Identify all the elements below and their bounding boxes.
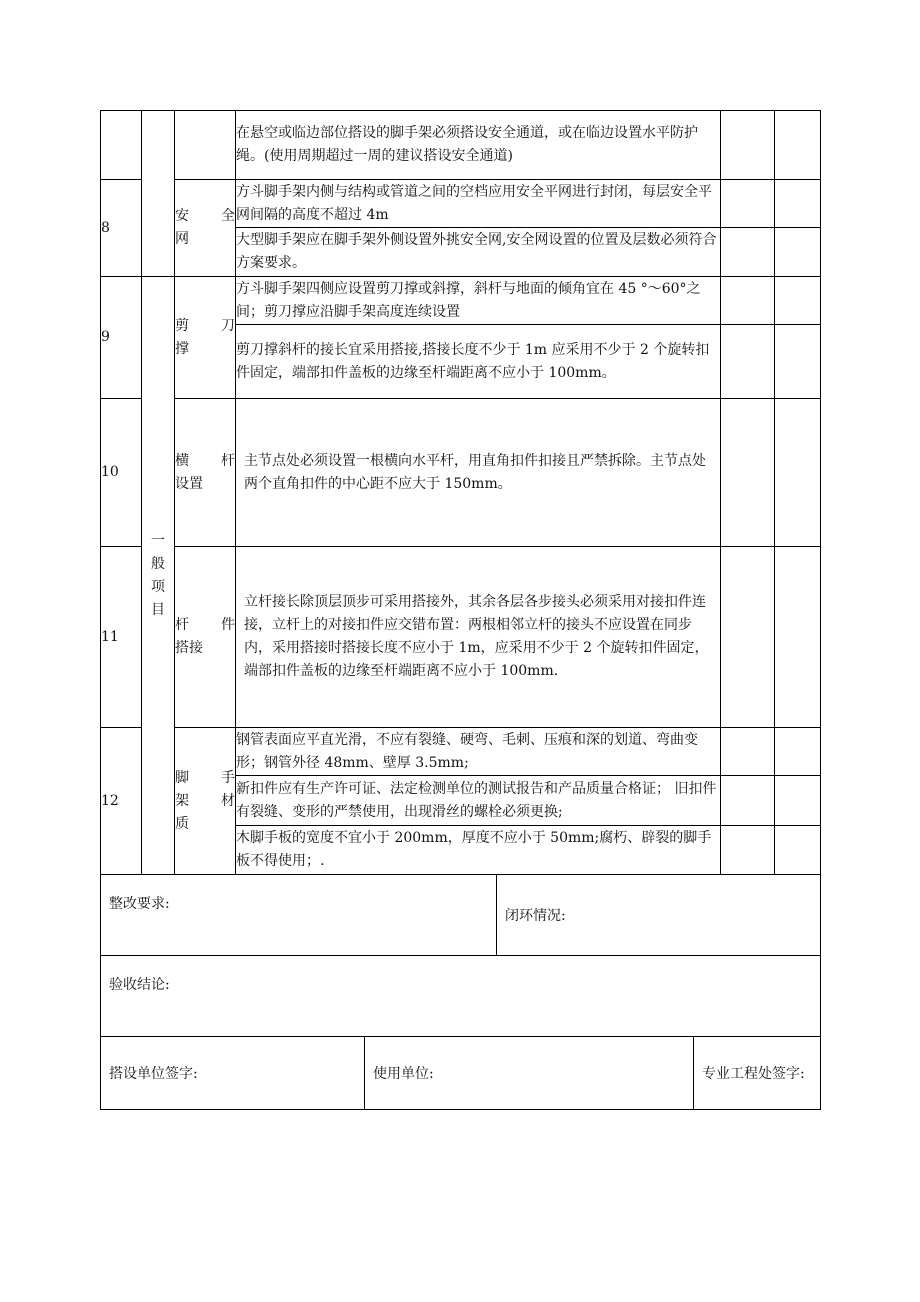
check-cell[interactable] [721, 399, 775, 547]
engineering-signature-field[interactable] [694, 1037, 821, 1110]
category-char: 般 [151, 555, 165, 572]
item-name-line: 架 材 [175, 792, 235, 809]
footer-row [101, 875, 821, 956]
check-cell[interactable] [721, 776, 775, 826]
item-name-line: 设置 [175, 475, 203, 492]
remark-cell[interactable] [775, 325, 821, 399]
table-row [101, 399, 821, 547]
check-cell[interactable] [721, 111, 775, 180]
item-cell [175, 111, 236, 180]
item-name [175, 399, 236, 547]
footer-row [101, 956, 821, 1037]
inspection-form [100, 110, 820, 1110]
remark-cell[interactable] [775, 826, 821, 875]
category-char: 一 [151, 532, 165, 549]
remark-cell[interactable] [775, 180, 821, 228]
item-name-line: 横 杆 [175, 452, 235, 469]
category-cell-upper [142, 111, 175, 277]
row-number: 12 [101, 728, 142, 875]
row-number: 10 [101, 399, 142, 547]
item-name-line: 撑 [175, 340, 189, 357]
closure-status-field[interactable] [497, 875, 821, 956]
category-cell [142, 277, 175, 875]
item-name-line: 安 全 [175, 208, 235, 224]
requirement-text: 钢管表面应平直光滑，不应有裂缝、硬弯、毛刺、压痕和深的划道、弯曲变形；钢管外径 48mm、壁厚 3.5mm; [236, 728, 721, 776]
check-cell[interactable] [721, 277, 775, 325]
check-cell[interactable] [721, 728, 775, 776]
requirement-text: 新扣件应有生产许可证、法定检测单位的测试报告和产品质量合格证； 旧扣件有裂缝、变形的严禁使用，出现滑丝的螺栓必须更换; [236, 776, 721, 826]
item-name-line: 剪 刀 [175, 317, 235, 334]
requirement-text: 木脚手板的宽度不宜小于 200mm，厚度不应小于 50mm;腐朽、辟裂的脚手板不得使用；. [236, 826, 721, 875]
item-name-line: 杆 件 [175, 617, 235, 633]
footer-table [100, 874, 821, 1110]
item-name-line: 质 [175, 815, 189, 832]
num-cell [101, 111, 142, 180]
item-name [175, 547, 236, 728]
row-number: 9 [101, 277, 142, 399]
engineering-signature-label: 专业工程处签字: [702, 1066, 805, 1082]
acceptance-conclusion-field[interactable] [101, 956, 821, 1037]
remark-cell[interactable] [775, 277, 821, 325]
table-row [101, 277, 821, 325]
check-cell[interactable] [721, 325, 775, 399]
table-row [101, 180, 821, 228]
row-number: 11 [101, 547, 142, 728]
remark-cell[interactable] [775, 228, 821, 277]
remark-cell[interactable] [775, 547, 821, 728]
item-name [175, 728, 236, 875]
rectify-requirement-field[interactable] [101, 875, 497, 956]
check-cell[interactable] [721, 228, 775, 277]
table-row [101, 111, 821, 180]
item-name-line: 脚 手 [175, 769, 235, 786]
row-number: 8 [101, 180, 142, 277]
category-char: 项 [151, 578, 165, 595]
acceptance-conclusion-label: 验收结论: [109, 977, 170, 993]
check-cell[interactable] [721, 547, 775, 728]
user-unit-field[interactable] [365, 1037, 694, 1110]
table-row [101, 547, 821, 728]
builder-signature-label: 搭设单位签字: [109, 1066, 198, 1082]
remark-cell[interactable] [775, 399, 821, 547]
requirement-text: 剪刀撑斜杆的接长宜采用搭接,搭接长度不少于 1m 应采用不少于 2 个旋转扣件固定，端部扣件盖板的边缘至杆端距离不应小于 100mm。 [236, 325, 721, 399]
builder-signature-field[interactable] [101, 1037, 365, 1110]
item-name [175, 180, 236, 277]
remark-cell[interactable] [775, 776, 821, 826]
requirement-text: 主节点处必须设置一根横向水平杆，用直角扣件扣接且严禁拆除。主节点处两个直角扣件的中心距不应大于 150mm。 [236, 399, 721, 547]
check-cell[interactable] [721, 180, 775, 228]
item-name-line: 搭接 [175, 640, 203, 656]
category-char: 目 [151, 601, 165, 618]
user-unit-label: 使用单位: [373, 1066, 434, 1082]
requirement-text: 方斗脚手架内侧与结构或管道之间的空档应用安全平网进行封闭，每层安全平网间隔的高度不超过 4m [236, 180, 721, 228]
requirement-text: 立杆接长除顶层顶步可采用搭接外，其余各层各步接头必须采用对接扣件连接，立杆上的对接扣件应交错布置：两根相邻立杆的接头不应设置在同步内，采用搭接时搭接长度不应小于 1m，应采用不少于 2 个旋转扣件固定，端部扣件盖板的边缘至杆端距离不应小于 100mm. [236, 547, 721, 728]
closure-status-label: 闭环情况: [505, 908, 566, 924]
remark-cell[interactable] [775, 728, 821, 776]
remark-cell[interactable] [775, 111, 821, 180]
footer-row [101, 1037, 821, 1110]
requirement-text: 大型脚手架应在脚手架外侧设置外挑安全网,安全网设置的位置及层数必须符合方案要求。 [236, 228, 721, 277]
item-name-line: 网 [175, 231, 189, 247]
requirement-text: 方斗脚手架四侧应设置剪刀撑或斜撑，斜杆与地面的倾角宜在 45 °～60°之间；剪刀撑应沿脚手架高度连续设置 [236, 277, 721, 325]
item-name [175, 277, 236, 399]
table-row [101, 728, 821, 776]
inspection-table [100, 110, 821, 875]
check-cell[interactable] [721, 826, 775, 875]
requirement-text: 在悬空或临边部位搭设的脚手架必须搭设安全通道，或在临边设置水平防护绳。(使用周期超过一周的建议搭设安全通道) [236, 111, 721, 180]
rectify-requirement-label: 整改要求: [109, 896, 170, 912]
